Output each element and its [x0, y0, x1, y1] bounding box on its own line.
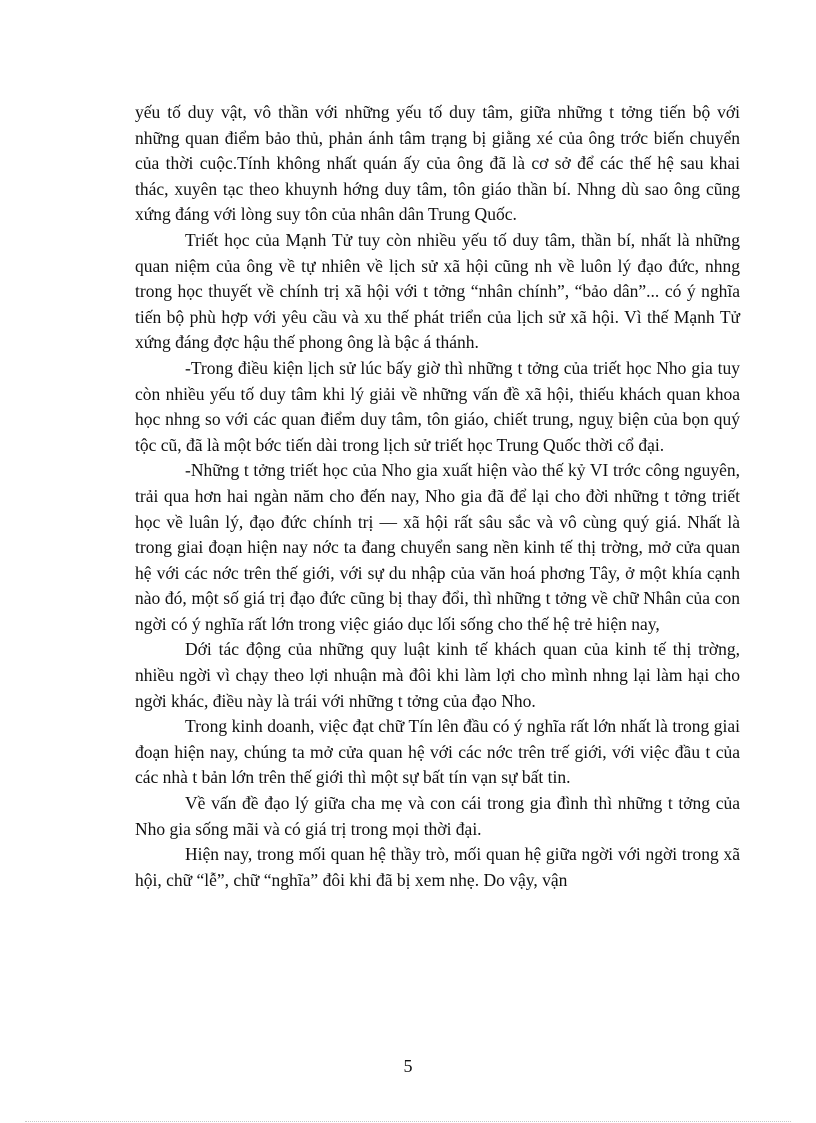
paragraph-6: Trong kinh doanh, việc đạt chữ Tín lên đầu có ý nghĩa rất lớn nhất là trong giai đoạn hiện nay, chúng ta mở cửa quan hệ với các nớc trên trế giới, với việc đầu t của các nhà t bản lớn trên thế giới thì một sự bất tín vạn sự bất tin.	[135, 716, 740, 788]
paragraph-7: Về vấn đề đạo lý giữa cha mẹ và con cái trong gia đình thì những t tởng của Nho gia sống mãi và có giá trị trong mọi thời đại.	[135, 793, 740, 839]
paragraph-8: Hiện nay, trong mối quan hệ thầy trò, mối quan hệ giữa ngời với ngời trong xã hội, chữ “lễ”, chữ “nghĩa” đôi khi đã bị xem nhẹ. Do vậy, vận	[135, 844, 740, 890]
paragraph-2: Triết học của Mạnh Tử tuy còn nhiều yếu tố duy tâm, thần bí, nhất là những quan niệm của ông về tự nhiên về lịch sử xã hội cũng nh về luôn lý đạo đức, nhng trong học thuyết về chính trị xã hội với t tởng “nhân chính”, “bảo dân”... có ý nghĩa tiến bộ phù hợp với yêu cầu và xu thế phát triển của lịch sử xã hội. Vì thế Mạnh Tử xứng đáng đợc hậu thế phong ông là bậc á thánh.	[135, 229, 740, 353]
footer-divider	[25, 1121, 791, 1122]
page-body	[135, 100, 740, 893]
paragraph-1: yếu tố duy vật, vô thần với những yếu tố duy tâm, giữa những t tởng tiến bộ với những quan điểm bảo thủ, phản ánh tâm trạng bị giằng xé của ông trớc biến chuyển của thời cuộc.Tính không nhất quán ấy của ông đã là cơ sở để các thế hệ sau khai thác, xuyên tạc theo khuynh hớng duy tâm, tôn giáo thần bí. Nhng dù sao ông cũng xứng đáng với lòng suy tôn của nhân dân Trung Quốc.	[135, 102, 740, 225]
paragraph-5: Dới tác động của những quy luật kinh tế khách quan của kinh tế thị trờng, nhiều ngời vì chạy theo lợi nhuận mà đôi khi làm lợi cho mình nhng lại làm hại cho ngời khác, điều này là trái với những t tởng của đạo Nho.	[135, 639, 740, 711]
paragraph-3: -Trong điều kiện lịch sử lúc bấy giờ thì những t tởng của triết học Nho gia tuy còn nhiều yếu tố duy tâm khi lý giải về những vấn đề xã hội, thiếu khách quan khoa học nhng so với các quan điểm duy tâm, tôn giáo, chiết trung, nguỵ biện của bọn quý tộc cũ, đã là một bớc tiến dài trong lịch sử triết học Trung Quốc thời cổ đại.	[135, 357, 740, 455]
page-number: 5	[403, 1056, 413, 1076]
paragraph-4: -Những t tởng triết học của Nho gia xuất hiện vào thế kỷ VI trớc công nguyên, trải qua hơn hai ngàn năm cho đến nay, Nho gia đã để lại cho đời những t tởng triết học về luân lý, đạo đức chính trị — xã hội rất sâu sắc và vô cùng quý giá. Nhất là trong giai đoạn hiện nay nớc ta đang chuyển sang nền kinh tế thị trờng, mở cửa quan hệ với các nớc trên thế giới, với sự du nhập của văn hoá phơng Tây, ở một khía cạnh nào đó, một số giá trị đạo đức cũng bị thay đổi, thì những t tởng về chữ Nhân của con ngời có ý nghĩa rất lớn trong việc giáo dục lối sống cho thế hệ trẻ hiện nay,	[135, 460, 740, 634]
